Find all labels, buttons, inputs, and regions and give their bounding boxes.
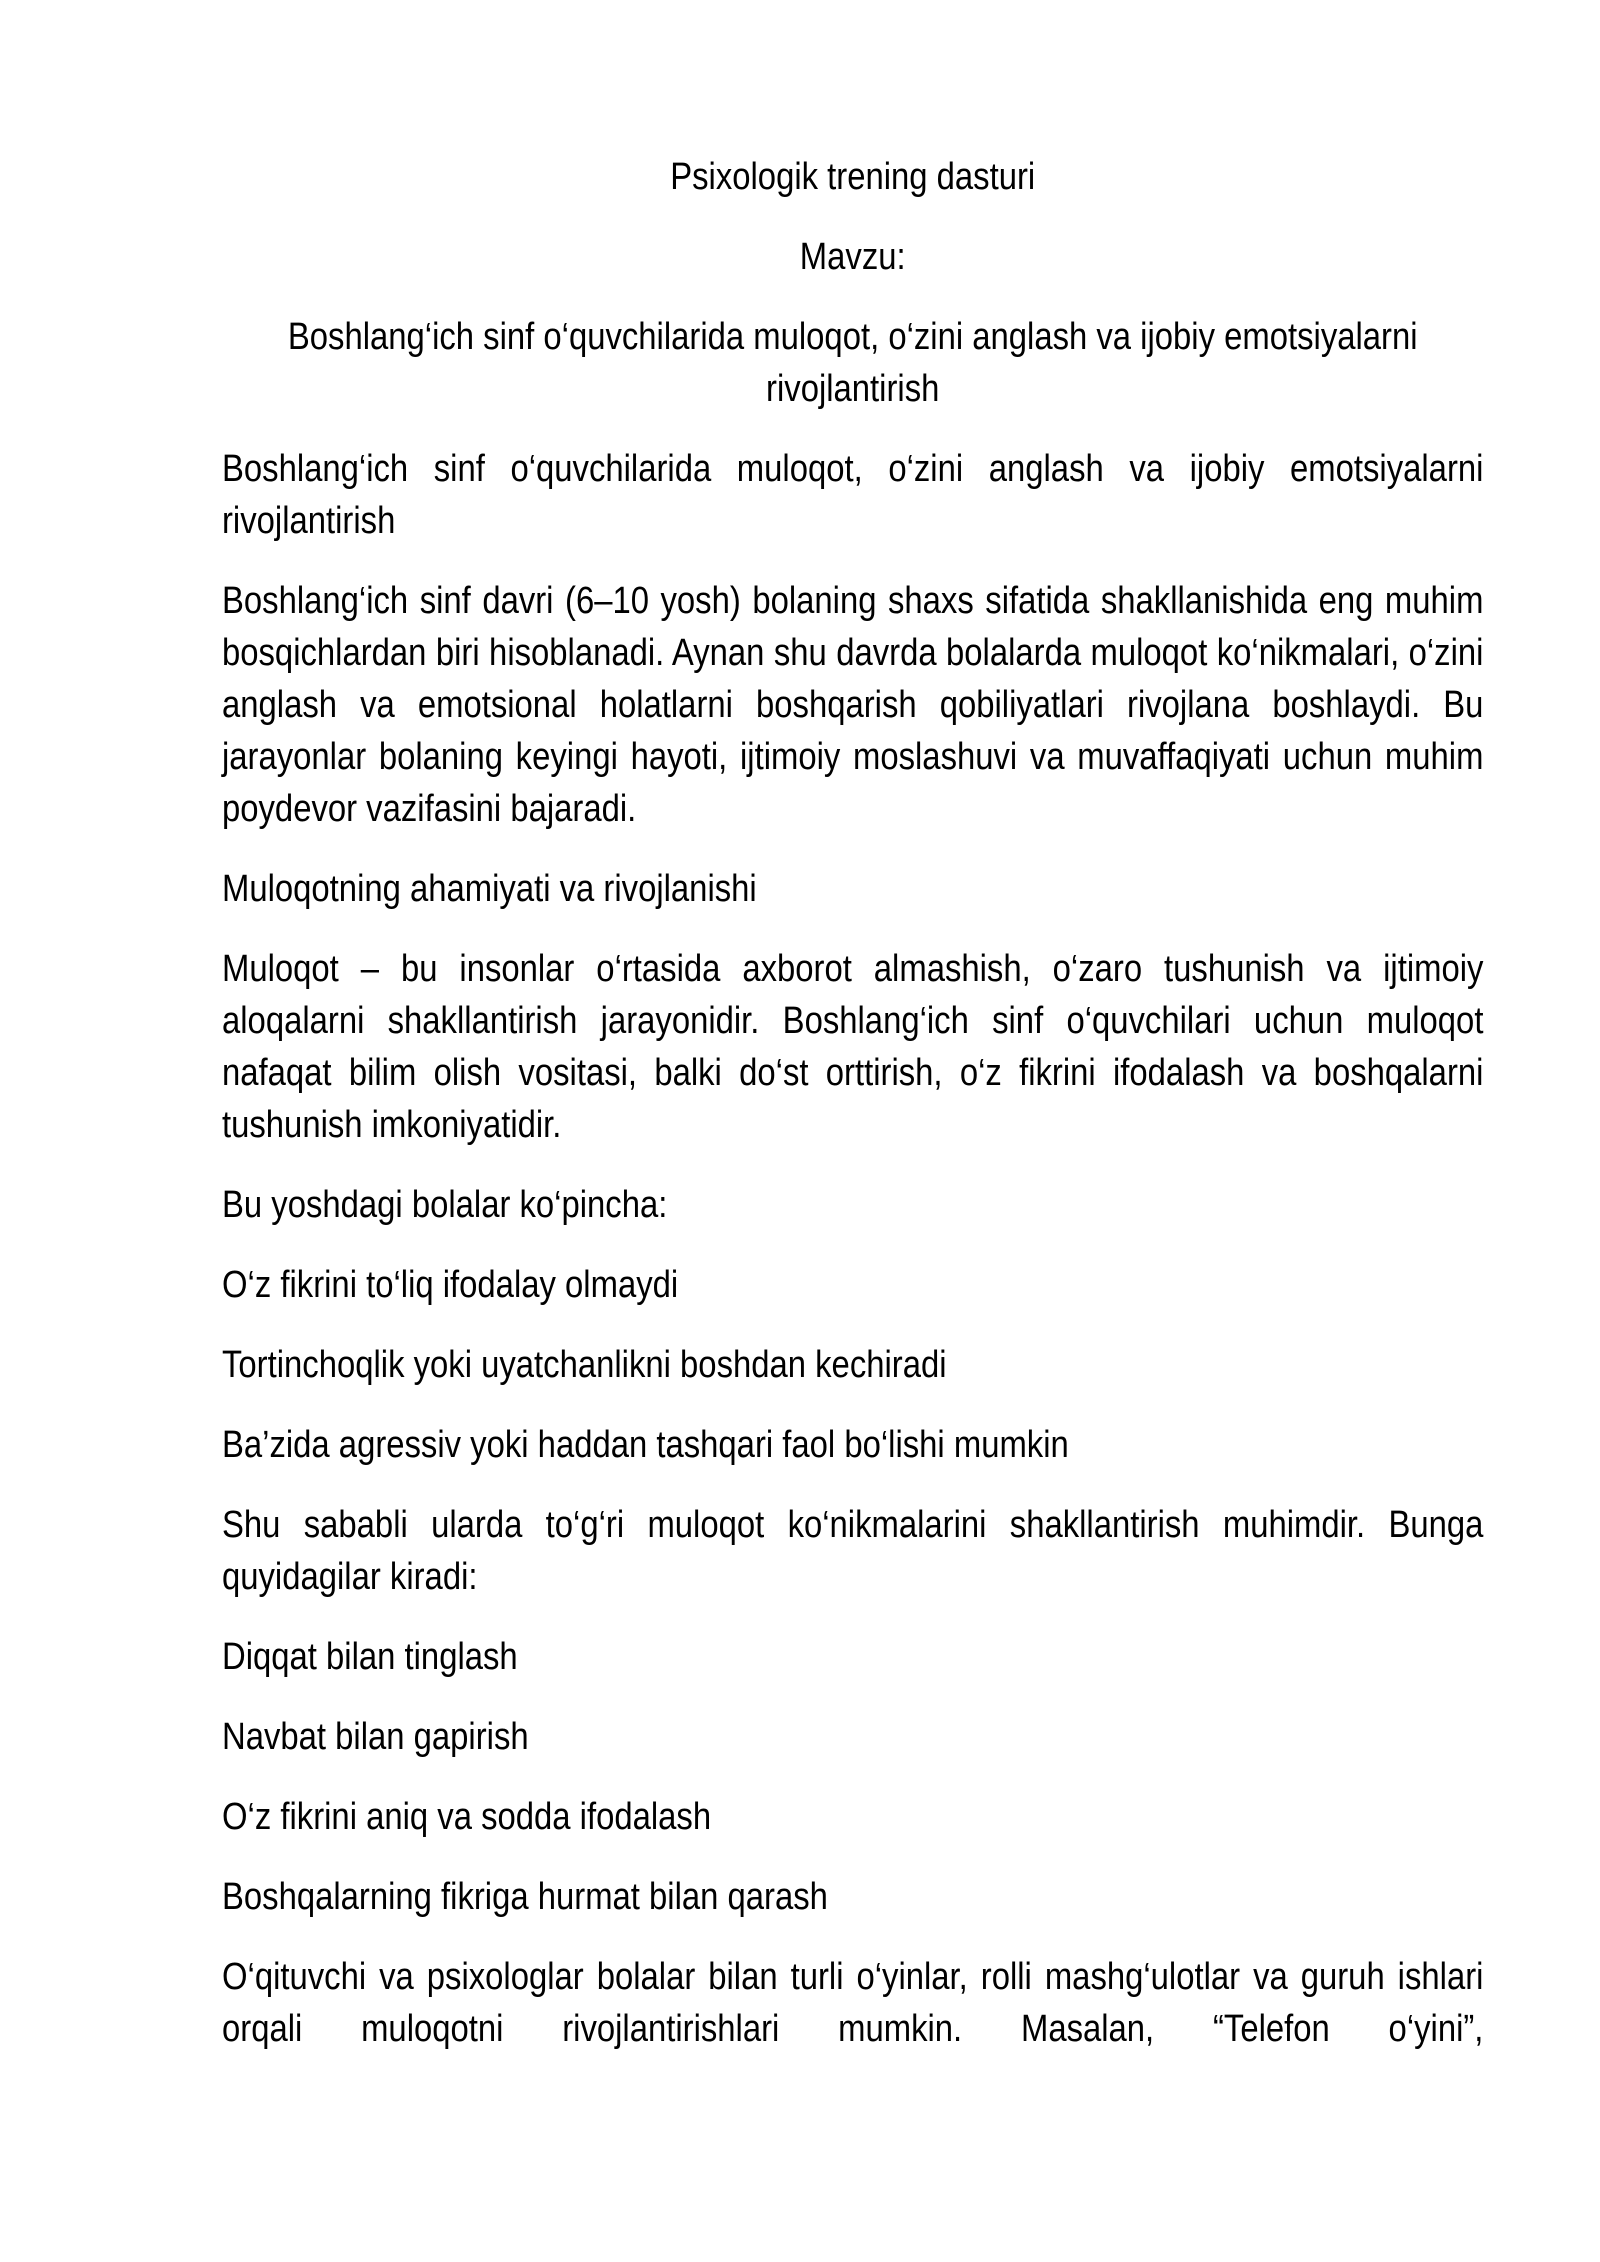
list-item-fikr: O‘z fikrini to‘liq ifodalay olmaydi <box>222 1264 679 1306</box>
list-item-diqqat: Diqqat bilan tinglash <box>222 1636 518 1678</box>
paragraph-shu-sababli: Shu sababli ularda to‘g‘ri muloqot ko‘nikmalarini shakllantirish muhimdir. Bunga quyidagilar kiradi: <box>222 1504 1484 1598</box>
document-content <box>222 151 1483 2083</box>
list-item-tortinchoqlik: Tortinchoqlik yoki uyatchanlikni boshdan kechiradi <box>222 1344 947 1386</box>
list-intro-bu-yoshdagi: Bu yoshdagi bolalar ko‘pincha: <box>222 1184 668 1226</box>
list-item-aniq: O‘z fikrini aniq va sodda ifodalash <box>222 1796 712 1838</box>
list-item-hurmat: Boshqalarning fikriga hurmat bilan qarash <box>222 1876 828 1918</box>
doc-title: Psixologik trening dasturi <box>670 156 1036 198</box>
paragraph-muloqot-definition: Muloqot – bu insonlar o‘rtasida axborot almashish, o‘zaro tushunish va ijtimoiy aloqalarni shakllantirish jarayonidir. Boshlang‘ich sinf o‘quvchilari uchun muloqot nafaqat bilim olish vositasi, balki do‘st orttirish, o‘z fikrini ifodalash va boshqalarni tushunish imkoniyatidir. <box>222 948 1484 1146</box>
topic-heading: Boshlang‘ich sinf o‘quvchilarida muloqot, o‘zini anglash va ijobiy emotsiyalarni rivojlantirish <box>287 316 1418 410</box>
list-item-navbat: Navbat bilan gapirish <box>222 1716 529 1758</box>
paragraph-intro: Boshlang‘ich sinf davri (6–10 yosh) bolaning shaxs sifatida shakllanishida eng muhim bosqichlardan biri hisoblanadi. Aynan shu davrda bolalarda muloqot ko‘nikmalari, o‘zini anglash va emotsional holatlarni boshqarish qobiliyatlari rivojlana boshlaydi. Bu jarayonlar bolaning keyingi hayoti, ijtimoiy moslashuvi va muvaffaqiyati uchun muhim poydevor vazifasini bajaradi. <box>222 580 1484 830</box>
doc-subtitle-mavzu: Mavzu: <box>799 236 906 278</box>
section-heading-muloqot: Muloqotning ahamiyati va rivojlanishi <box>222 868 757 910</box>
paragraph-topic-repeat: Boshlang‘ich sinf o‘quvchilarida muloqot, o‘zini anglash va ijobiy emotsiyalarni rivojlantirish <box>222 448 1484 542</box>
list-item-bazida: Ba’zida agressiv yoki haddan tashqari faol bo‘lishi mumkin <box>222 1424 1069 1466</box>
paragraph-oqituvchi: O‘qituvchi va psixologlar bolalar bilan turli o‘yinlar, rolli mashg‘ulotlar va guruh ishlari orqali muloqotni rivojlantirishlari mumkin. Masalan, “Telefon o‘yini”, <box>222 1956 1484 2050</box>
